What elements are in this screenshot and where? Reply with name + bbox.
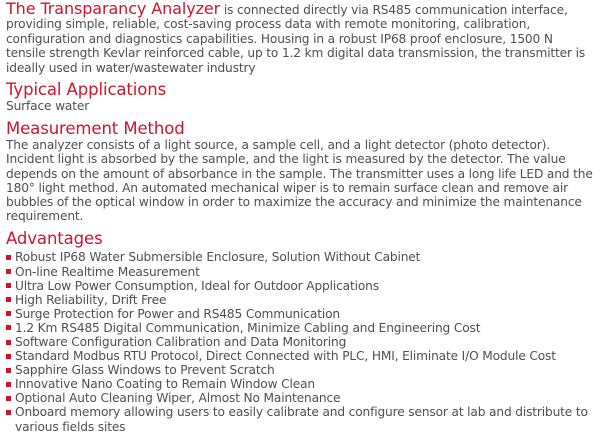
intro-text: is connected directly via RS485 communication interface, providing simple, reliable, cost-saving process data with remote monitoring, calibration, configuration and diagnostics capabilities. Housing in a robust IP68 proof enclosure, 1500 N tensile strength Kevlar reinforced cable, up to 1.2 km digital data transmission, the transmitter is ideally used in water/wastewater industry <box>6 3 586 75</box>
bullet-square-icon <box>6 368 11 373</box>
bullet-square-icon <box>6 382 11 387</box>
advantage-item <box>6 279 594 293</box>
advantage-item <box>6 377 594 391</box>
advantage-text: Ultra Low Power Consumption, Ideal for Outdoor Applications <box>15 278 379 293</box>
advantage-text: Optional Auto Cleaning Wiper, Almost No Maintenance <box>15 391 341 406</box>
bullet-square-icon <box>6 354 11 359</box>
advantage-item <box>6 307 594 321</box>
bullet-square-icon <box>6 410 11 415</box>
advantage-text: Innovative Nano Coating to Remain Window Clean <box>15 377 315 392</box>
advantage-item <box>6 293 594 307</box>
bullet-square-icon <box>6 396 11 401</box>
typical-applications-heading: Typical Applications <box>6 80 167 100</box>
measurement-method-text: The analyzer consists of a light source, a sample cell, and a light detector (photo detector). Incident light is absorbed by the sample, and the light is measured by the detector. The value depends on the amount of absorbance in the sample. The transmitter uses a long life LED and the 180° light method. An automated mechanical wiper is to remain surface clean and remove air bubbles of the optical window in order to maximize the accuracy and minimize the maintenance requirement. <box>6 138 593 224</box>
advantage-item <box>6 391 594 405</box>
advantage-item <box>6 349 594 363</box>
advantage-text: Sapphire Glass Windows to Prevent Scratch <box>15 363 275 378</box>
advantage-text: Standard Modbus RTU Protocol, Direct Connected with PLC, HMI, Eliminate I/O Module Cost <box>15 349 556 364</box>
advantages-list <box>6 250 594 433</box>
measurement-method-heading: Measurement Method <box>6 119 185 139</box>
advantages-heading: Advantages <box>6 229 103 249</box>
bullet-square-icon <box>6 269 11 274</box>
bullet-square-icon <box>6 311 11 316</box>
advantage-text: Robust IP68 Water Submersible Enclosure, Solution Without Cabinet <box>15 250 421 265</box>
advantage-text: Surge Protection for Power and RS485 Communication <box>15 306 340 321</box>
advantage-text: Software Configuration Calibration and Data Monitoring <box>15 335 347 350</box>
bullet-square-icon <box>6 283 11 288</box>
typical-applications-text: Surface water <box>6 99 90 114</box>
advantage-item <box>6 250 594 264</box>
bullet-square-icon <box>6 255 11 260</box>
advantage-item <box>6 265 594 279</box>
advantage-text: Onboard memory allowing users to easily calibrate and configure sensor at lab and distribute to various fields sites <box>15 405 588 434</box>
advantage-item <box>6 405 594 433</box>
advantage-text: High Reliability, Drift Free <box>15 292 167 307</box>
bullet-square-icon <box>6 340 11 345</box>
intro-paragraph <box>6 2 594 75</box>
product-name: The Transparancy Analyzer <box>6 0 221 18</box>
advantage-item <box>6 321 594 335</box>
bullet-square-icon <box>6 297 11 302</box>
advantage-item <box>6 363 594 377</box>
advantage-text: 1.2 Km RS485 Digital Communication, Minimize Cabling and Engineering Cost <box>15 320 481 335</box>
bullet-square-icon <box>6 325 11 330</box>
advantage-text: On-line Realtime Measurement <box>15 264 200 279</box>
advantage-item <box>6 335 594 349</box>
